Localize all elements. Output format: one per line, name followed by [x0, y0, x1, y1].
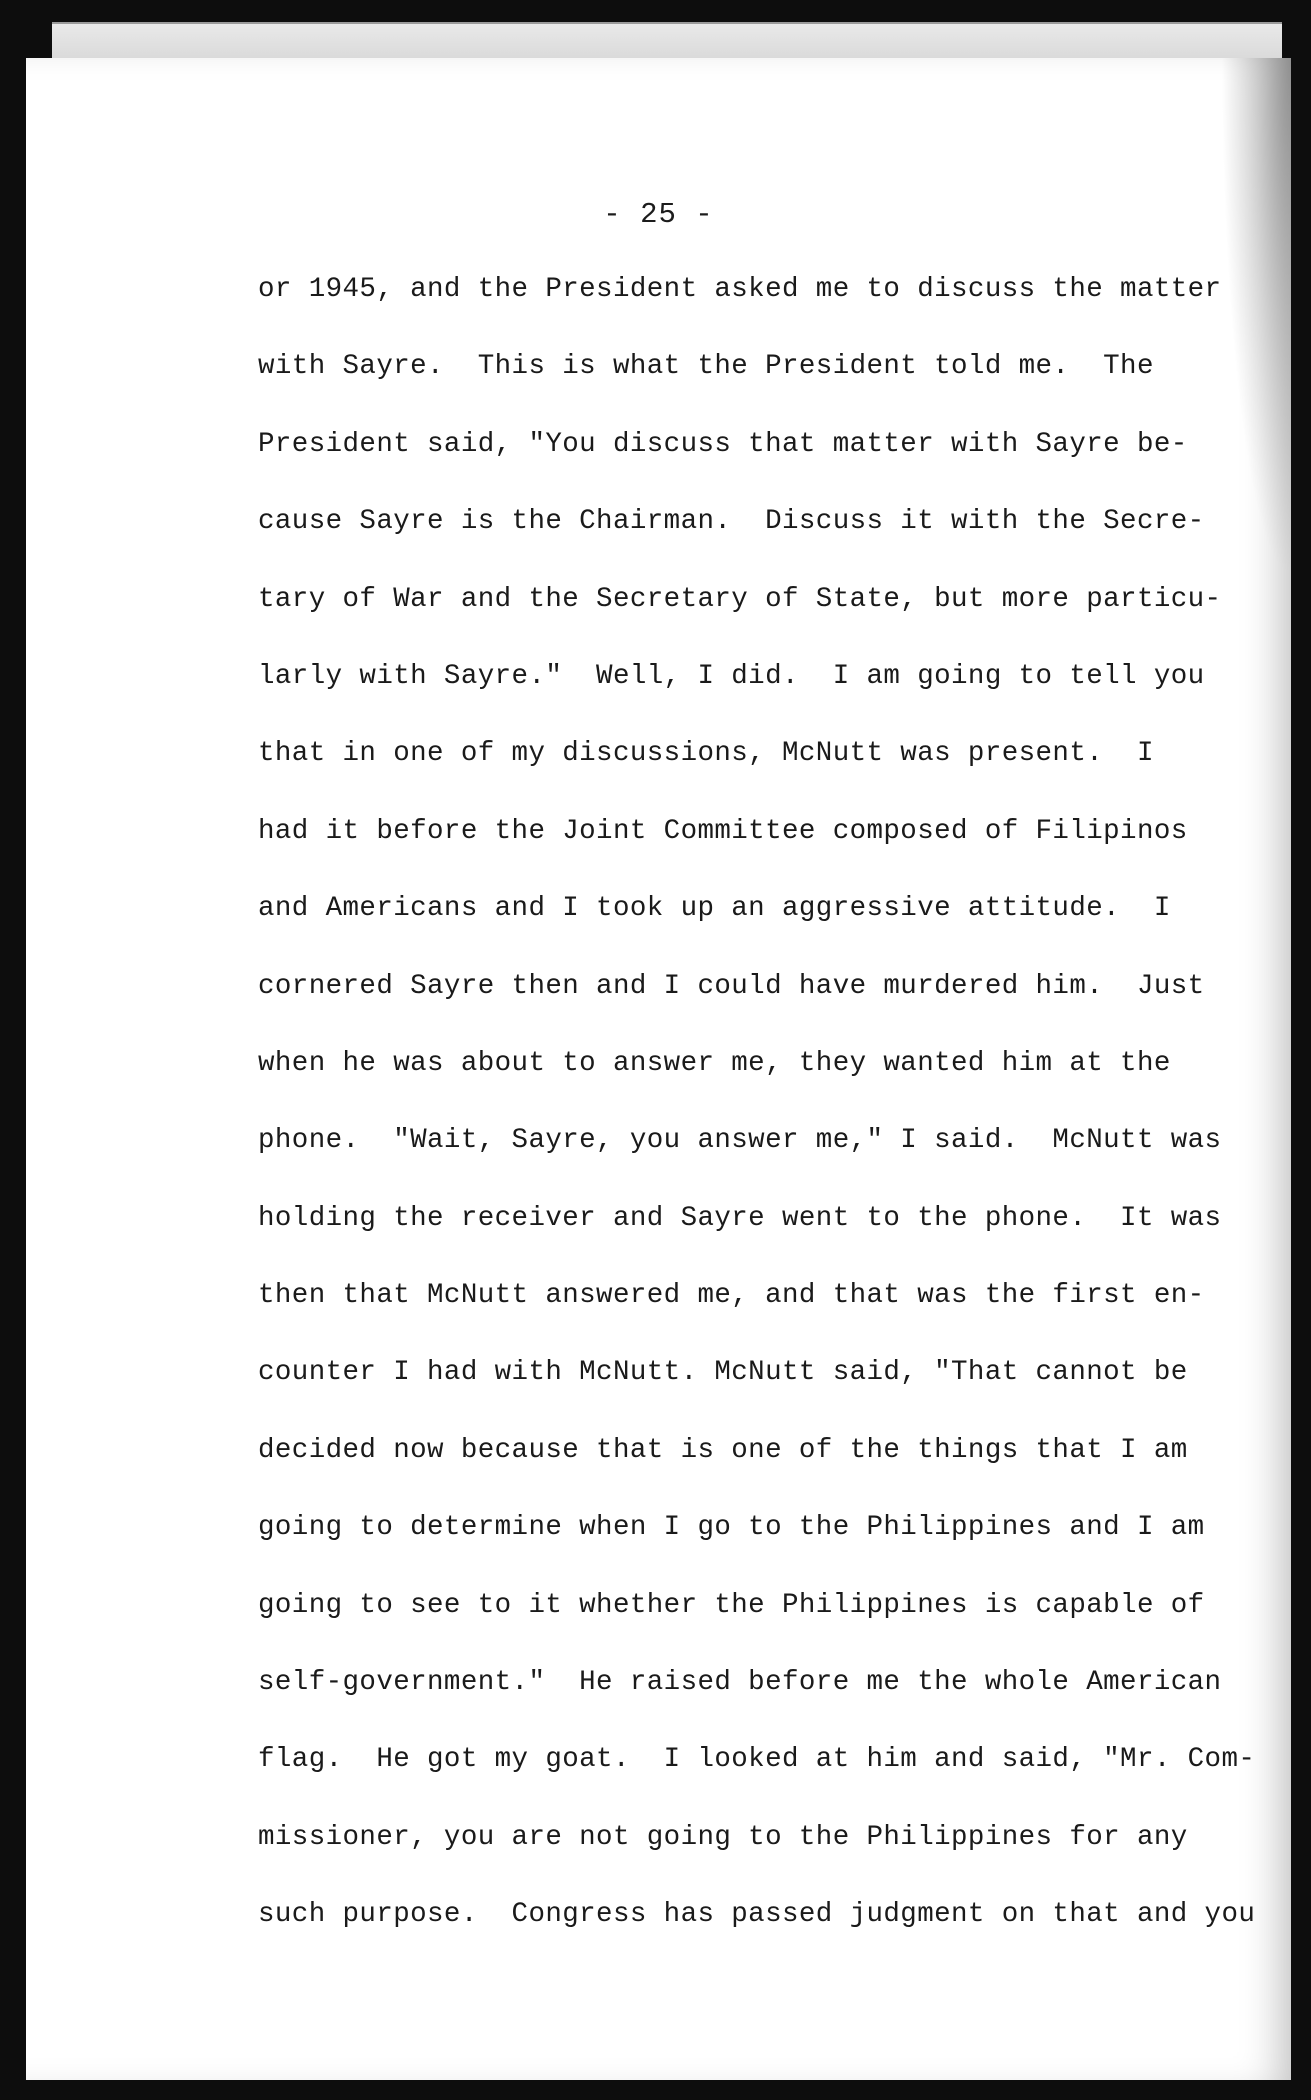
text-line-9: and Americans and I took up an aggressive attitude. I: [258, 893, 1171, 925]
text-line-5: tary of War and the Secretary of State, but more particu-: [258, 583, 1222, 615]
text-line-15: counter I had with McNutt. McNutt said, "That cannot be: [258, 1357, 1188, 1389]
text-line-14: then that McNutt answered me, and that was the first en-: [258, 1280, 1205, 1312]
text-line-3: President said, "You discuss that matter with Sayre be-: [258, 428, 1188, 460]
text-line-19: self-government." He raised before me the whole American: [258, 1667, 1222, 1699]
text-line-18: going to see to it whether the Philippines is capable of: [258, 1589, 1205, 1621]
typed-page: [26, 58, 1291, 2080]
text-line-10: cornered Sayre then and I could have murdered him. Just: [258, 970, 1205, 1002]
text-line-7: that in one of my discussions, McNutt was present. I: [258, 738, 1154, 770]
text-line-20: flag. He got my goat. I looked at him and said, "Mr. Com-: [258, 1744, 1256, 1776]
text-line-17: going to determine when I go to the Philippines and I am: [258, 1512, 1205, 1544]
body-text: [258, 270, 1256, 1973]
text-line-6: larly with Sayre." Well, I did. I am going to tell you: [258, 660, 1205, 692]
text-line-8: had it before the Joint Committee composed of Filipinos: [258, 815, 1188, 847]
text-line-12: phone. "Wait, Sayre, you answer me," I said. McNutt was: [258, 1125, 1222, 1157]
page-number: - 25 -: [603, 198, 714, 231]
text-line-1: or 1945, and the President asked me to discuss the matter: [258, 274, 1222, 305]
text-line-13: holding the receiver and Sayre went to the phone. It was: [258, 1202, 1222, 1234]
text-line-22: such purpose. Congress has passed judgment on that and you: [258, 1899, 1256, 1931]
text-line-16: decided now because that is one of the things that I am: [258, 1434, 1188, 1466]
text-line-4: cause Sayre is the Chairman. Discuss it with the Secre-: [258, 506, 1205, 538]
text-line-21: missioner, you are not going to the Philippines for any: [258, 1821, 1188, 1853]
text-line-2: with Sayre. This is what the President told me. The: [258, 351, 1154, 383]
text-line-11: when he was about to answer me, they wanted him at the: [258, 1047, 1171, 1079]
